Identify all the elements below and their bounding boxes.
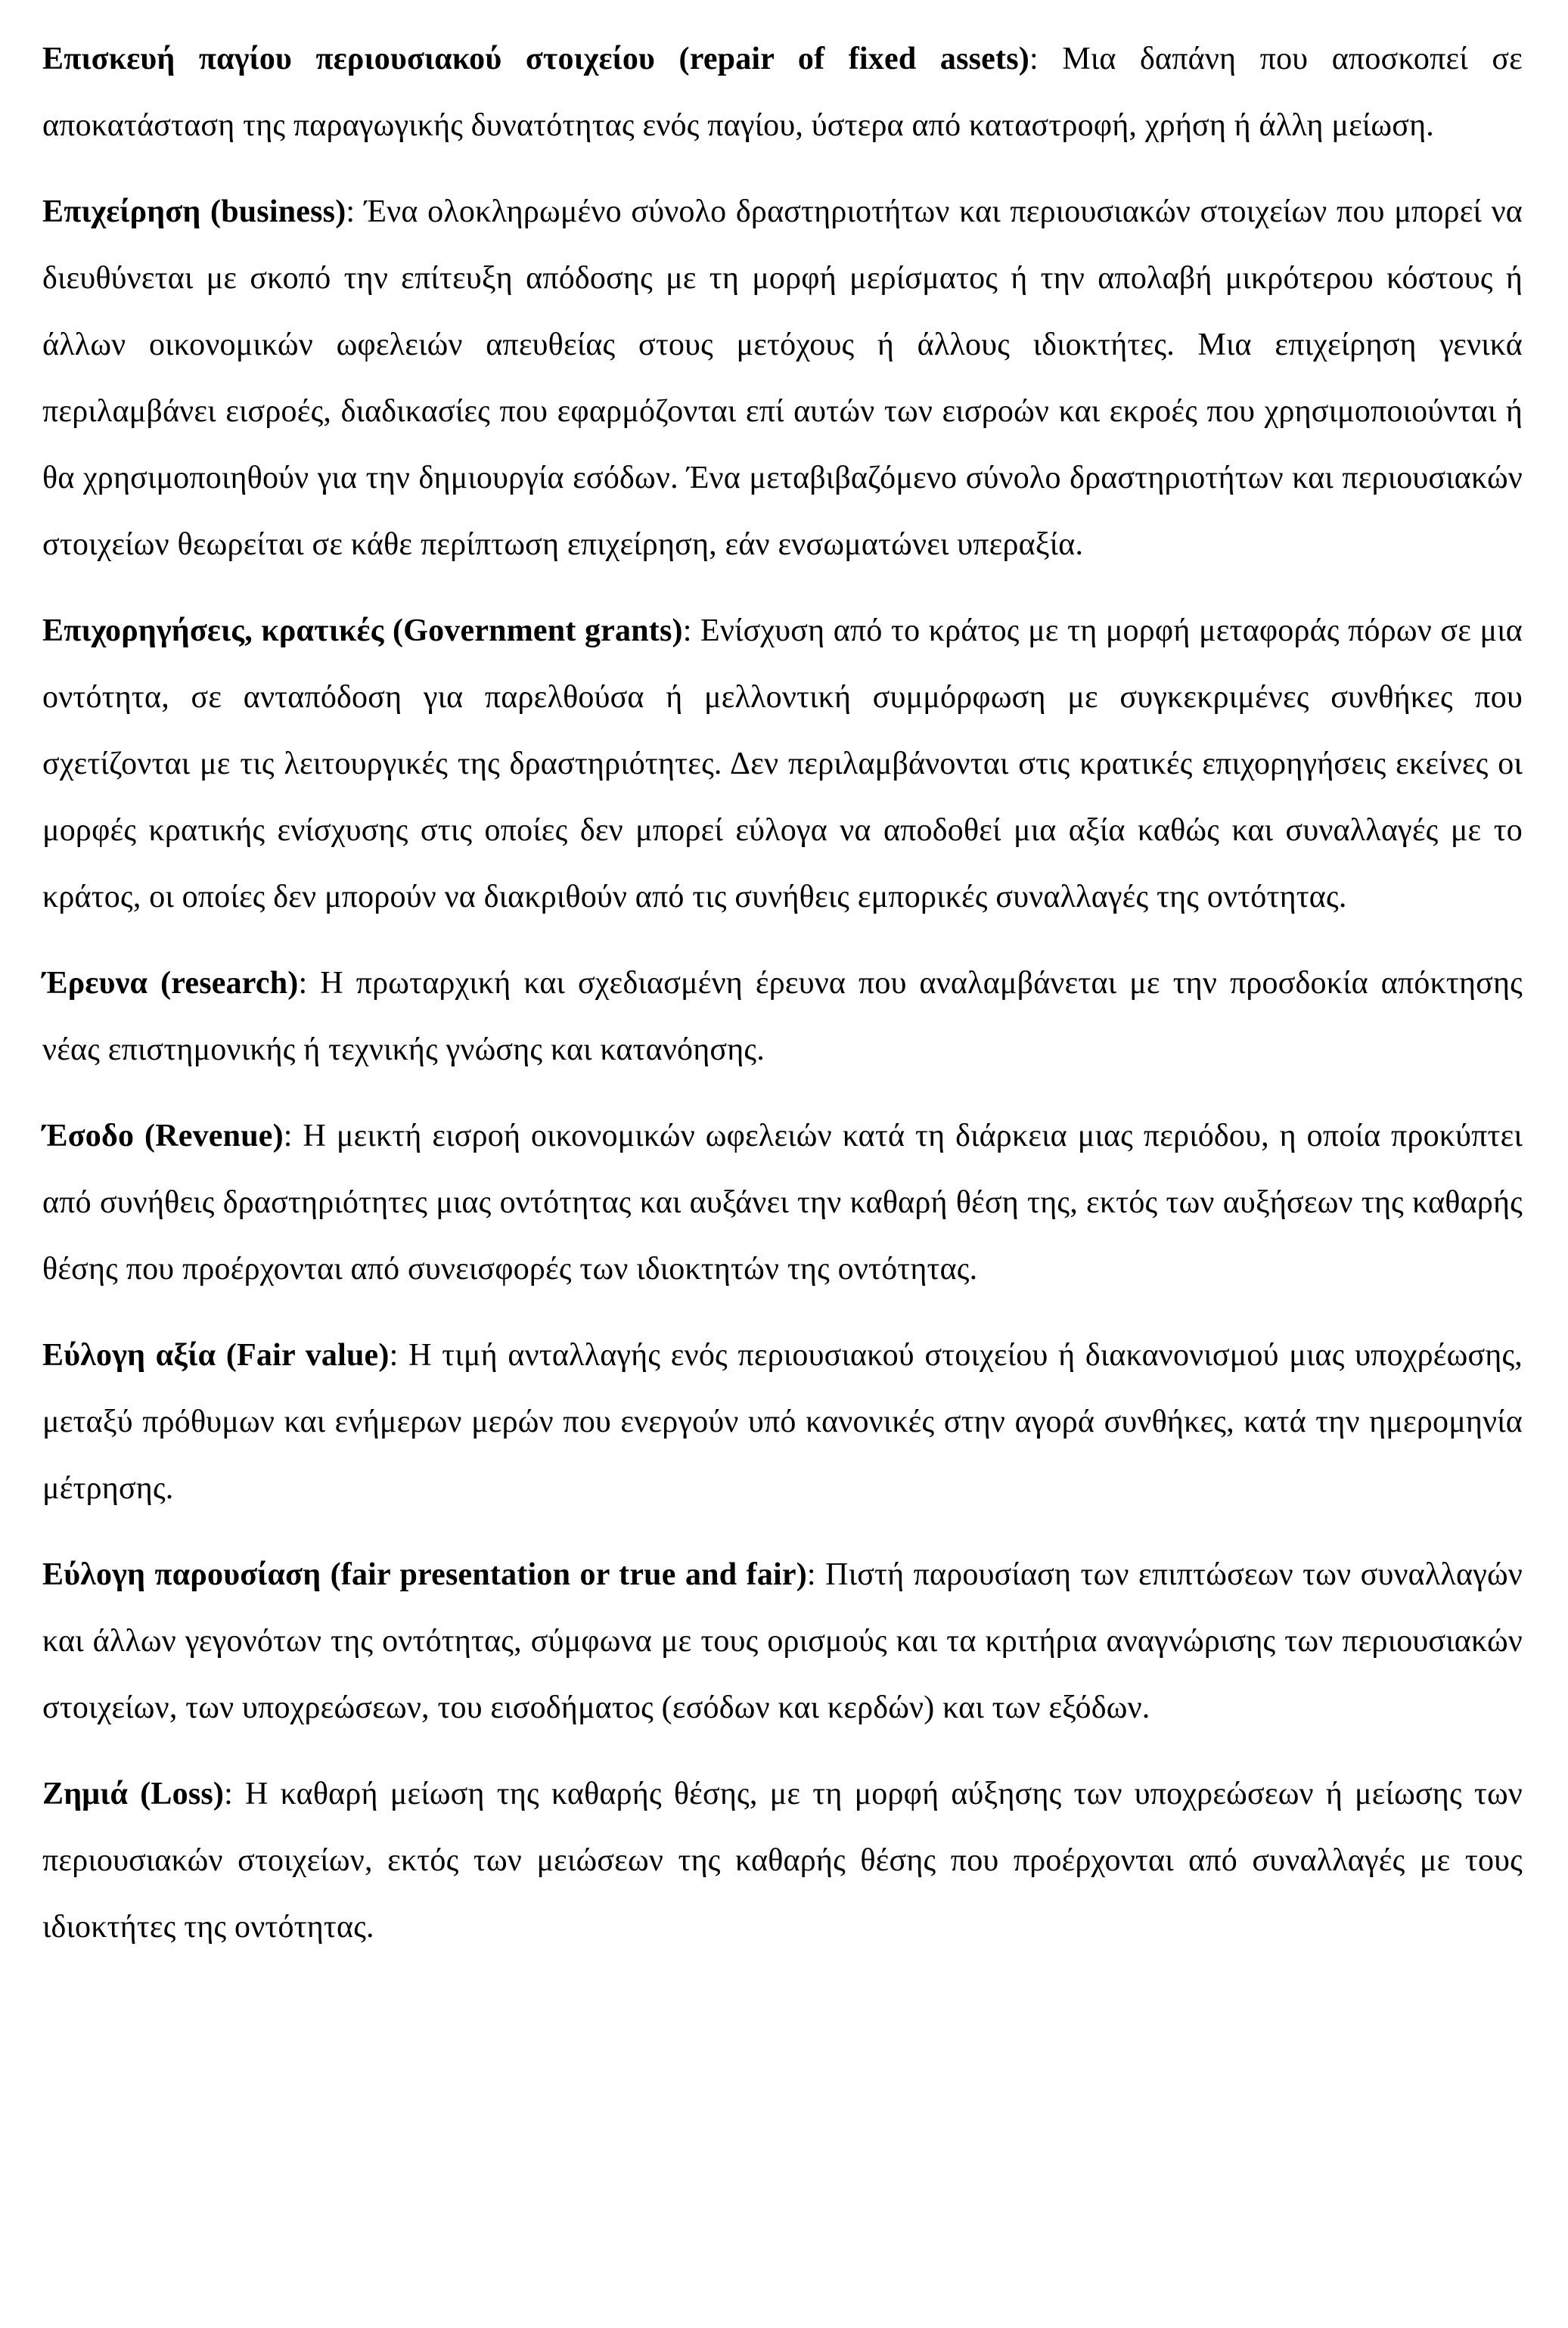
term-label: Εύλογη παρουσίαση (fair presentation or true and fair) <box>42 1557 807 1592</box>
definition-text: : Ενίσχυση από το κράτος με τη μορφή μεταφοράς πόρων σε μια οντότητα, σε ανταπόδοση για παρελθούσα ή μελλοντική συμμόρφωση με συγκεκριμένες συνθήκες που σχετίζονται με τις λειτουργικές της δραστηριότητες. Δεν περιλαμβάνονται στις κρατικές επιχορηγήσεις εκείνες οι μορφές κρατικής ενίσχυσης στις οποίες δεν μπορεί εύλογα να αποδοθεί μια αξία καθώς και συναλλαγές με το κράτος, οι οποίες δεν μπορούν να διακριθούν από τις συνήθεις εμπορικές συναλλαγές της οντότητας. <box>42 613 1523 914</box>
glossary-entry-loss <box>42 1761 1523 1960</box>
term-label: Επιχορηγήσεις, κρατικές (Government grants) <box>42 613 683 648</box>
glossary-entry-business <box>42 178 1523 578</box>
definition-text: : Η πρωταρχική και σχεδιασμένη έρευνα που αναλαμβάνεται με την προσδοκία απόκτησης νέας επιστημονικής ή τεχνικής γνώσης και κατανόησης. <box>42 966 1523 1067</box>
definition-text: : Η καθαρή μείωση της καθαρής θέσης, με τη μορφή αύξησης των υποχρεώσεων ή μείωσης των περιουσιακών στοιχείων, εκτός των μειώσεων της καθαρής θέσης που προέρχονται από συναλλαγές με τους ιδιοκτήτες της οντότητας. <box>42 1777 1523 1945</box>
term-label: Ζημιά (Loss) <box>42 1777 225 1811</box>
definition-text: : Ένα ολοκληρωμένο σύνολο δραστηριοτήτων και περιουσιακών στοιχείων που μπορεί να διευθύνεται με σκοπό την επίτευξη απόδοσης με τη μορφή μερίσματος ή την απολαβή μικρότερου κόστους ή άλλων οικονομικών ωφελειών απευθείας στους μετόχους ή άλλους ιδιοκτήτες. Μια επιχείρηση γενικά περιλαμβάνει εισροές, διαδικασίες που εφαρμόζονται επί αυτών των εισροών και εκροές που χρησιμοποιούνται ή θα χρησιμοποιηθούν για την δημιουργία εσόδων. Ένα μεταβιβαζόμενο σύνολο δραστηριοτήτων και περιουσιακών στοιχείων θεωρείται σε κάθε περίπτωση επιχείρηση, εάν ενσωματώνει υπεραξία. <box>42 194 1523 562</box>
definition-text: : Η μεικτή εισροή οικονομικών ωφελειών κατά τη διάρκεια μιας περιόδου, η οποία προκύπτει από συνήθεις δραστηριότητες μιας οντότητας και αυξάνει την καθαρή θέση της, εκτός των αυξήσεων της καθαρής θέσης που προέρχονται από συνεισφορές των ιδιοκτητών της οντότητας. <box>42 1119 1523 1287</box>
glossary-entry-repair-of-fixed-assets <box>42 26 1523 159</box>
term-label: Έσοδο (Revenue) <box>42 1119 284 1153</box>
term-label: Επισκευή παγίου περιουσιακού στοιχείου (repair of fixed assets) <box>42 42 1029 76</box>
term-label: Επιχείρηση (business) <box>42 194 346 229</box>
definition-text: : Πιστή παρουσίαση των επιπτώσεων των συναλλαγών και άλλων γεγονότων της οντότητας, σύμφωνα με τους ορισμούς και τα κριτήρια αναγνώρισης των περιουσιακών στοιχείων, των υποχρεώσεων, του εισοδήματος (εσόδων και κερδών) και των εξόδων. <box>42 1557 1523 1725</box>
glossary-entry-government-grants <box>42 598 1523 930</box>
glossary-entry-fair-value <box>42 1322 1523 1522</box>
glossary-entry-revenue <box>42 1103 1523 1302</box>
definition-text: : Μια δαπάνη που αποσκοπεί σε αποκατάσταση της παραγωγικής δυνατότητας ενός παγίου, ύστερα από καταστροφή, χρήση ή άλλη μείωση. <box>42 42 1523 143</box>
term-label: Εύλογη αξία (Fair value) <box>42 1338 390 1373</box>
glossary-entry-fair-presentation <box>42 1541 1523 1741</box>
term-label: Έρευνα (research) <box>42 966 299 1001</box>
glossary-entry-research <box>42 950 1523 1083</box>
definition-text: : Η τιμή ανταλλαγής ενός περιουσιακού στοιχείου ή διακανονισμού μιας υποχρέωσης, μεταξύ πρόθυμων και ενήμερων μερών που ενεργούν υπό κανονικές στην αγορά συνθήκες, κατά την ημερομηνία μέτρησης. <box>42 1338 1523 1506</box>
